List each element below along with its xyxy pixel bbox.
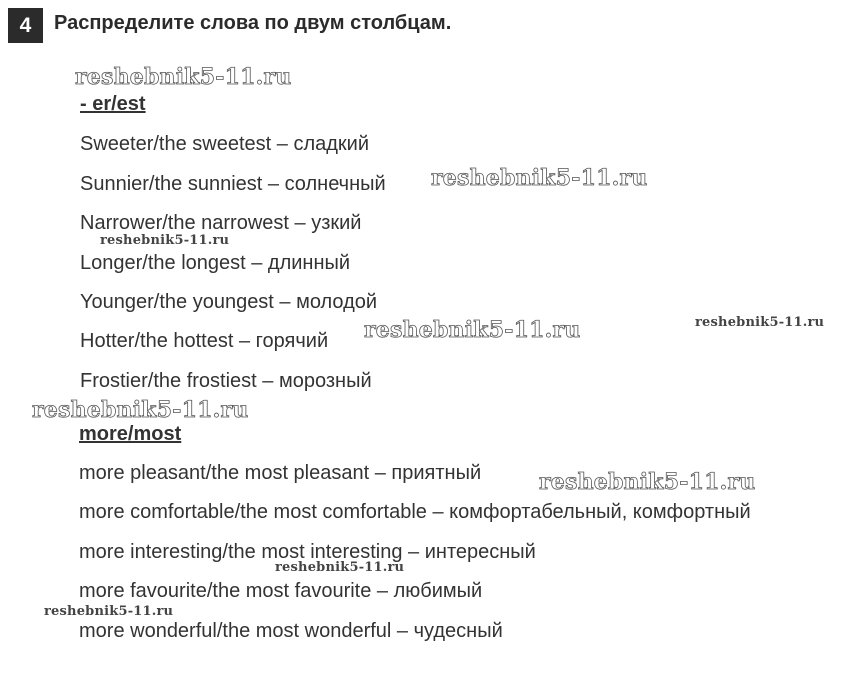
watermark: reshebnik5-11.ru [539, 469, 756, 495]
word-line: more favourite/the most favourite – любимый [79, 580, 483, 602]
word-line: Sweeter/the sweetest – сладкий [80, 133, 370, 155]
word-line: Longer/the longest – длинный [80, 252, 351, 274]
watermark: reshebnik5-11.ru [695, 315, 825, 330]
word-line: Frostier/the frostiest – морозный [80, 370, 372, 392]
watermark: reshebnik5-11.ru [364, 317, 581, 343]
watermark: reshebnik5-11.ru [75, 64, 292, 90]
watermark: reshebnik5-11.ru [275, 560, 405, 575]
watermark: reshebnik5-11.ru [32, 397, 249, 423]
word-line: Sunnier/the sunniest – солнечный [80, 173, 386, 195]
section-heading-er-est: - er/est [80, 93, 146, 115]
watermark: reshebnik5-11.ru [44, 604, 174, 619]
task-title: Распределите слова по двум столбцам. [54, 12, 452, 34]
task-number-badge: 4 [8, 8, 43, 43]
word-line: Younger/the youngest – молодой [80, 291, 378, 313]
word-line: Hotter/the hottest – горячий [80, 330, 329, 352]
watermark: reshebnik5-11.ru [431, 165, 648, 191]
word-line: more pleasant/the most pleasant – приятный [79, 462, 482, 484]
watermark: reshebnik5-11.ru [100, 233, 230, 248]
word-line: more interesting/the most interesting – интересный [79, 541, 536, 563]
word-line: more wonderful/the most wonderful – чудесный [79, 620, 503, 642]
section-heading-more-most: more/most [79, 423, 182, 445]
word-line: more comfortable/the most comfortable – комфортабельный, комфортный [79, 501, 751, 523]
word-line: Narrower/the narrowest – узкий [80, 212, 362, 234]
